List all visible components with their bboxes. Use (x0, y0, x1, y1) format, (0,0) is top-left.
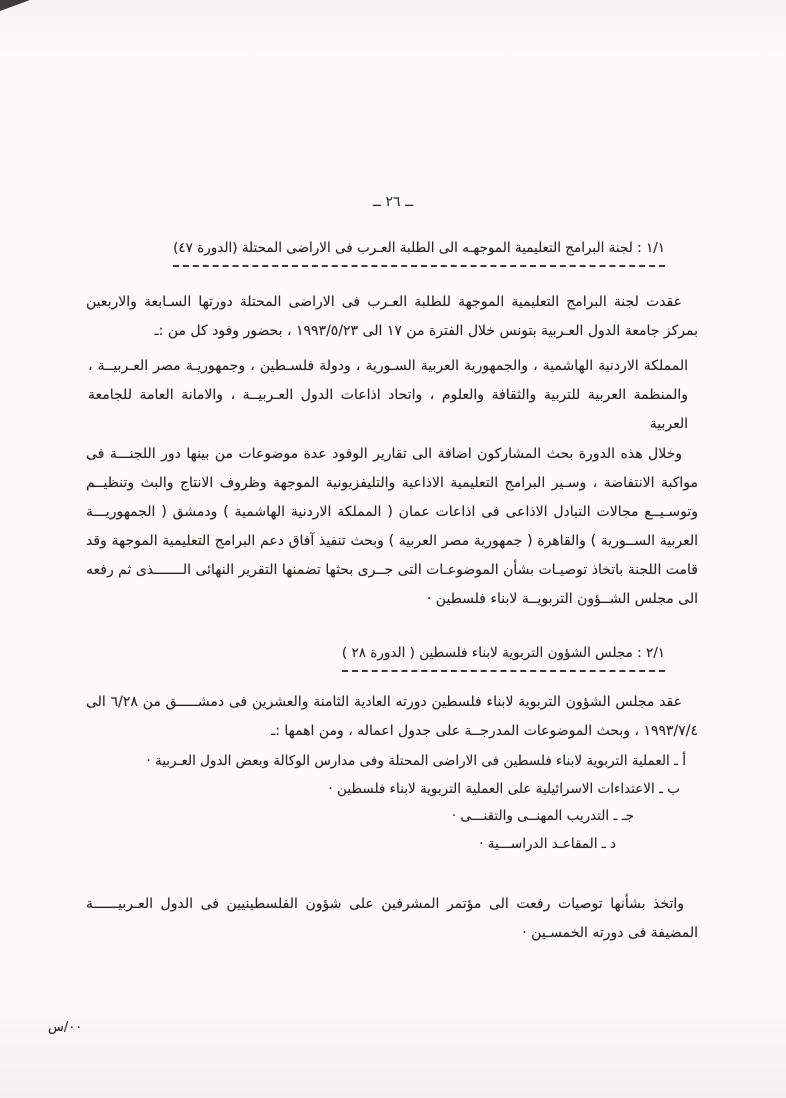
session-details-paragraph: وخلال هذه الدورة بحث المشاركون اضافة الى تقارير الوفود عدة موضوعات من بينها دور اللجنـــة فى مواكبة الانتفاضة ، وسـير البرامج التعليمية الاذاعية والتليفزيونية الموجهة وظروف الانتاج والبث وتنظيــم وتوسـيــع مجالات التبادل الاذاعى فى اذاعات عمان ( المملكة الاردنية الهاشمية ) ودمشق ( الجمهوريـــة العربية الســورية ) والقاهرة ( جمهورية مصر العربية ) وبحث تنفيذ آفاق دعم البرامج التعليمية الموجهة وقد قامت اللجنة باتخاذ توصيـات بشأن الموضوعـات التى جــرى بحثها تضمنها التقرير النهائى الـــــــذى ثم رفعه الى مجلس الشــؤون التربويــة لابناء فلسطين · (86, 446, 698, 607)
section-28-intro-paragraph: عقد مجلس الشؤون التربوية لابناء فلسطين دورته العادية الثامنة والعشرين فى دمشـــــق من ٦/٢٨ الى ١٩٩٣/٧/٤ ، وبحث الموضوعات المدرجــة على جدول اعماله ، ومن اهمها :ـ (86, 694, 698, 739)
outcome-paragraph: واتخذ بشأنها توصيات رفعت الى مؤتمر المشرفين على شؤون الفلسطينيين فى الدول العـربيــــــة المضيفة فى دورته الخمسـين · (86, 896, 698, 941)
delegations-paragraph: المملكة الاردنية الهاشمية ، والجمهورية العربية السـورية ، ودولة فلسـطين ، وجمهوريـة مصر العـربيــة ، والمنظمة العربية للتربية والثقافة والعلوم ، واتحاد اذاعات الدول العـربيــة ، والامانة العامة للجامعة العربية (88, 358, 688, 432)
section-28-heading: ٢/١ : مجلس الشؤون التربوية لابناء فلسطين ( الدورة ٢٨ ) (342, 645, 665, 672)
page-number: ــ ٢٦ ــ (372, 194, 414, 210)
agenda-item: جـ ـ التدريب المهنــى والتقنـــى · (451, 808, 634, 824)
agenda-item: د ـ المقاعـد الدراســـية · (479, 835, 616, 852)
agenda-list (86, 748, 690, 858)
agenda-item: ب ـ الاعتداءات الاسرائيلية على العملية التربوية لابناء فلسطين · (328, 780, 680, 797)
section-47-heading: ١/١ : لجنة البرامج التعليمية الموجهـه الى الطلبة العـرب فى الاراضى المحتلة (الدورة ٤٧) (173, 240, 665, 267)
continuation-mark: ٠٠/س (48, 1020, 83, 1035)
agenda-item: أ ـ العملية التربوية لابناء فلسطين فى الاراضى المحتلة وفى مدارس الوكالة وبعض الدول العـربية · (146, 753, 686, 769)
scan-artifact (0, 0, 30, 11)
section-47-intro-paragraph: عقدت لجنة البرامج التعليمية الموجهة للطلبة العـرب فى الاراضى المحتلة دورتها السـابعة والاربعين بمركز جامعة الدول العـربية بتونس خلال الفترة من ١٧ الى ١٩٩٣/٥/٢٣ ، بحضور وفود كل من :ـ (86, 294, 698, 339)
